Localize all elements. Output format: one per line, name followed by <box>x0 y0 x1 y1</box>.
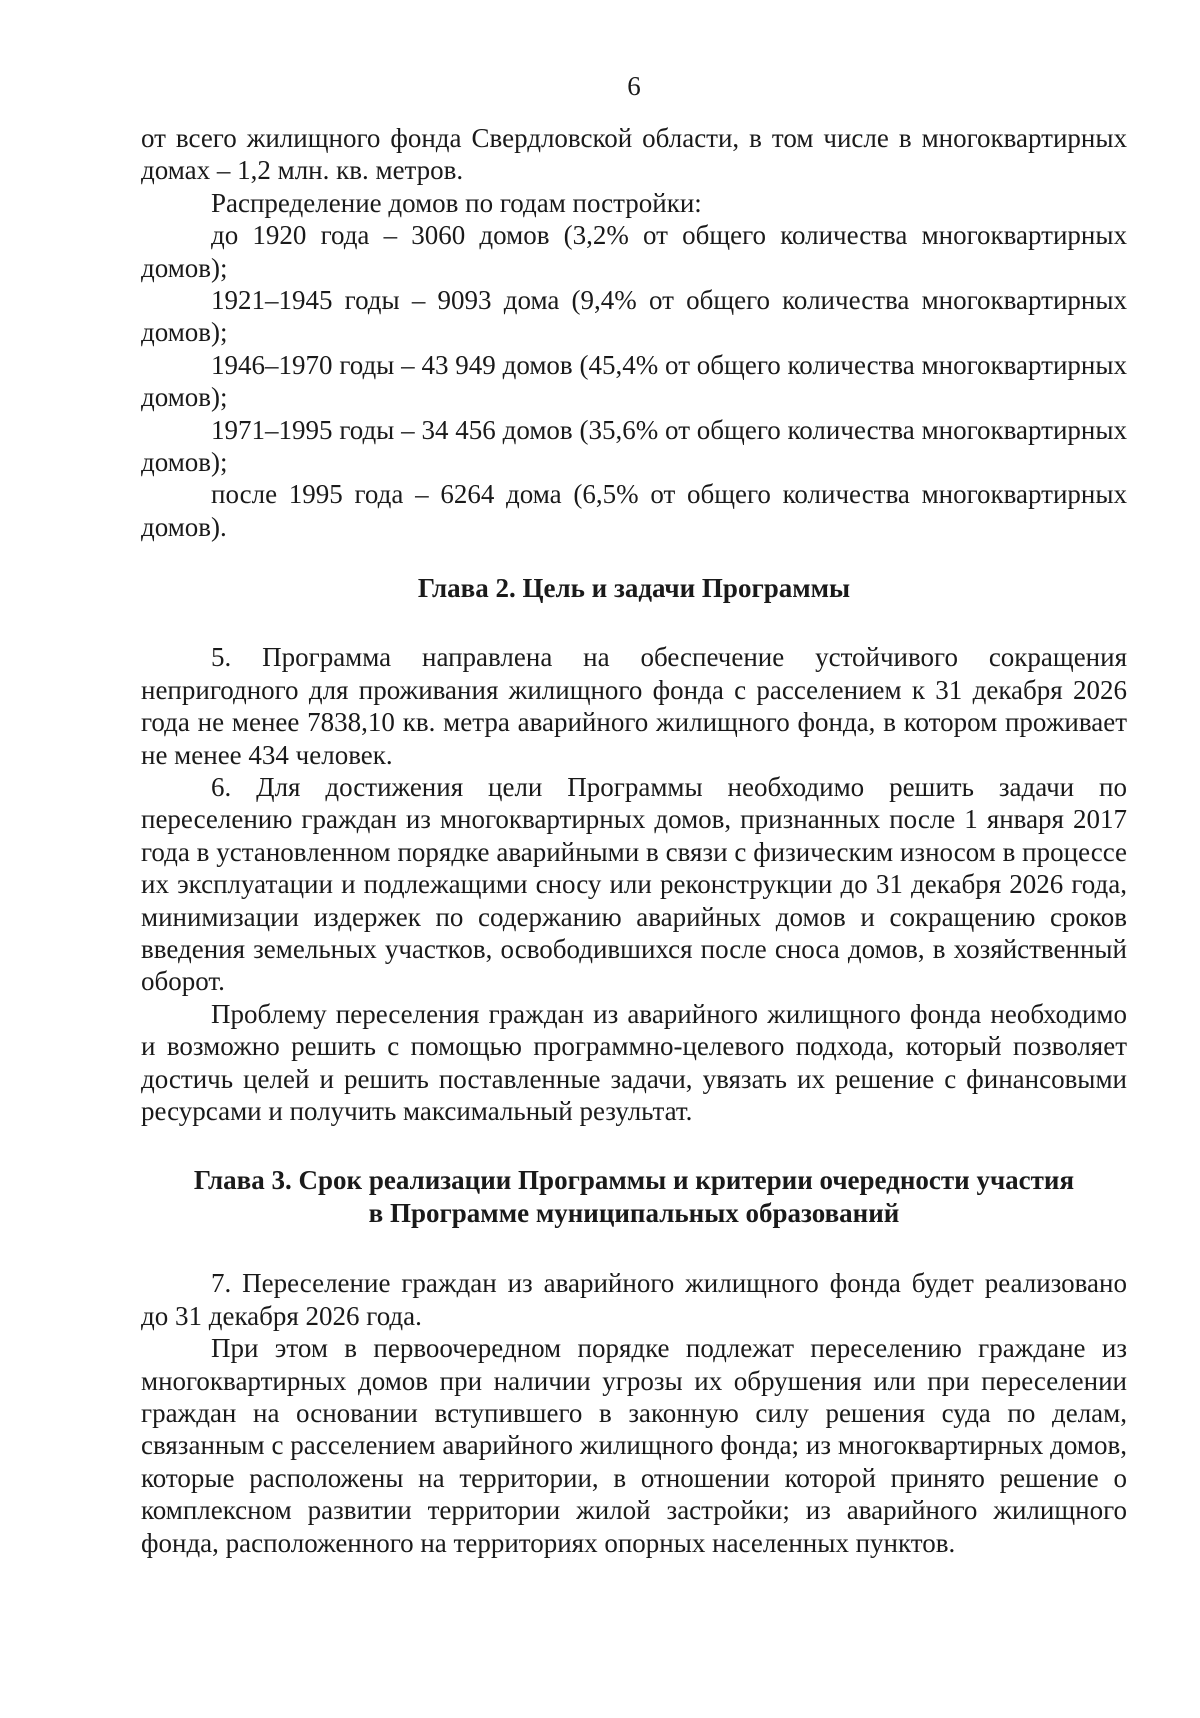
list-item-1921-1945: 1921–1945 годы – 9093 дома (9,4% от общего количества многоквартирных домов); <box>141 285 1127 348</box>
page-number: 6 <box>627 71 641 101</box>
chapter-3-heading-line: в Программе муниципальных образований <box>368 1198 900 1229</box>
intro-paragraph: Распределение домов по годам постройки: <box>211 187 702 218</box>
chapter-3-paragraph: 7. Переселение граждан из аварийного жилищного фонда будет реализовано до 31 декабря 2026 года. <box>141 1268 1127 1331</box>
page-body <box>141 122 1127 1559</box>
chapter-2-paragraph: 5. Программа направлена на обеспечение устойчивого сокращения непригодного для проживания жилищного фонда с расселением к 31 декабря 2026 года не менее 7838,10 кв. метра аварийного жилищного фонда, в котором проживает не менее 434 человек. <box>141 642 1127 770</box>
list-item-before-1920: до 1920 года – 3060 домов (3,2% от общего количества многоквартирных домов); <box>141 220 1127 283</box>
chapter-3-paragraph: При этом в первоочередном порядке подлежат переселению граждане из многоквартирных домов при наличии угрозы их обрушения или при переселении граждан на основании вступившего в законную силу решения суда по делам, связанным с расселением аварийного жилищного фонда; из многоквартирных домов, которые расположены на территории, в отношении которой принято решение о комплексном развитии территории жилой застройки; из аварийного жилищного фонда, расположенного на территориях опорных населенных пунктов. <box>141 1333 1127 1558</box>
list-item-1946-1970: 1946–1970 годы – 43 949 домов (45,4% от общего количества многоквартирных домов); <box>141 349 1127 413</box>
chapter-3-heading <box>141 1164 1127 1230</box>
list-item-after-1995: после 1995 года – 6264 дома (6,5% от общего количества многоквартирных домов). <box>141 479 1127 542</box>
chapter-2-paragraph: 6. Для достижения цели Программы необходимо решить задачи по переселению граждан из многоквартирных домов, признанных после 1 января 2017 года в установленном порядке аварийными в связи с физическим износом в процессе их эксплуатации и подлежащими сносу или реконструкции до 31 декабря 2026 года, минимизации издержек по содержанию аварийных домов и сокращению сроков введения земельных участков, освободившихся после сноса домов, в хозяйственный оборот. <box>141 771 1127 997</box>
chapter-3-heading-line: Глава 3. Срок реализации Программы и критерии очередности участия <box>193 1165 1075 1196</box>
intro-paragraph: от всего жилищного фонда Свердловской области, в том числе в многоквартирных домах – 1,2 млн. кв. метров. <box>141 123 1127 186</box>
list-item-1971-1995: 1971–1995 годы – 34 456 домов (35,6% от общего количества многоквартирных домов); <box>141 414 1127 478</box>
chapter-2-heading: Глава 2. Цель и задачи Программы <box>417 573 851 604</box>
chapter-2-paragraph: Проблему переселения граждан из аварийного жилищного фонда необходимо и возможно решить с помощью программно-целевого подхода, который позволяет достичь целей и решить поставленные задачи, увязать их решение с финансовыми ресурсами и получить максимальный результат. <box>141 998 1127 1126</box>
